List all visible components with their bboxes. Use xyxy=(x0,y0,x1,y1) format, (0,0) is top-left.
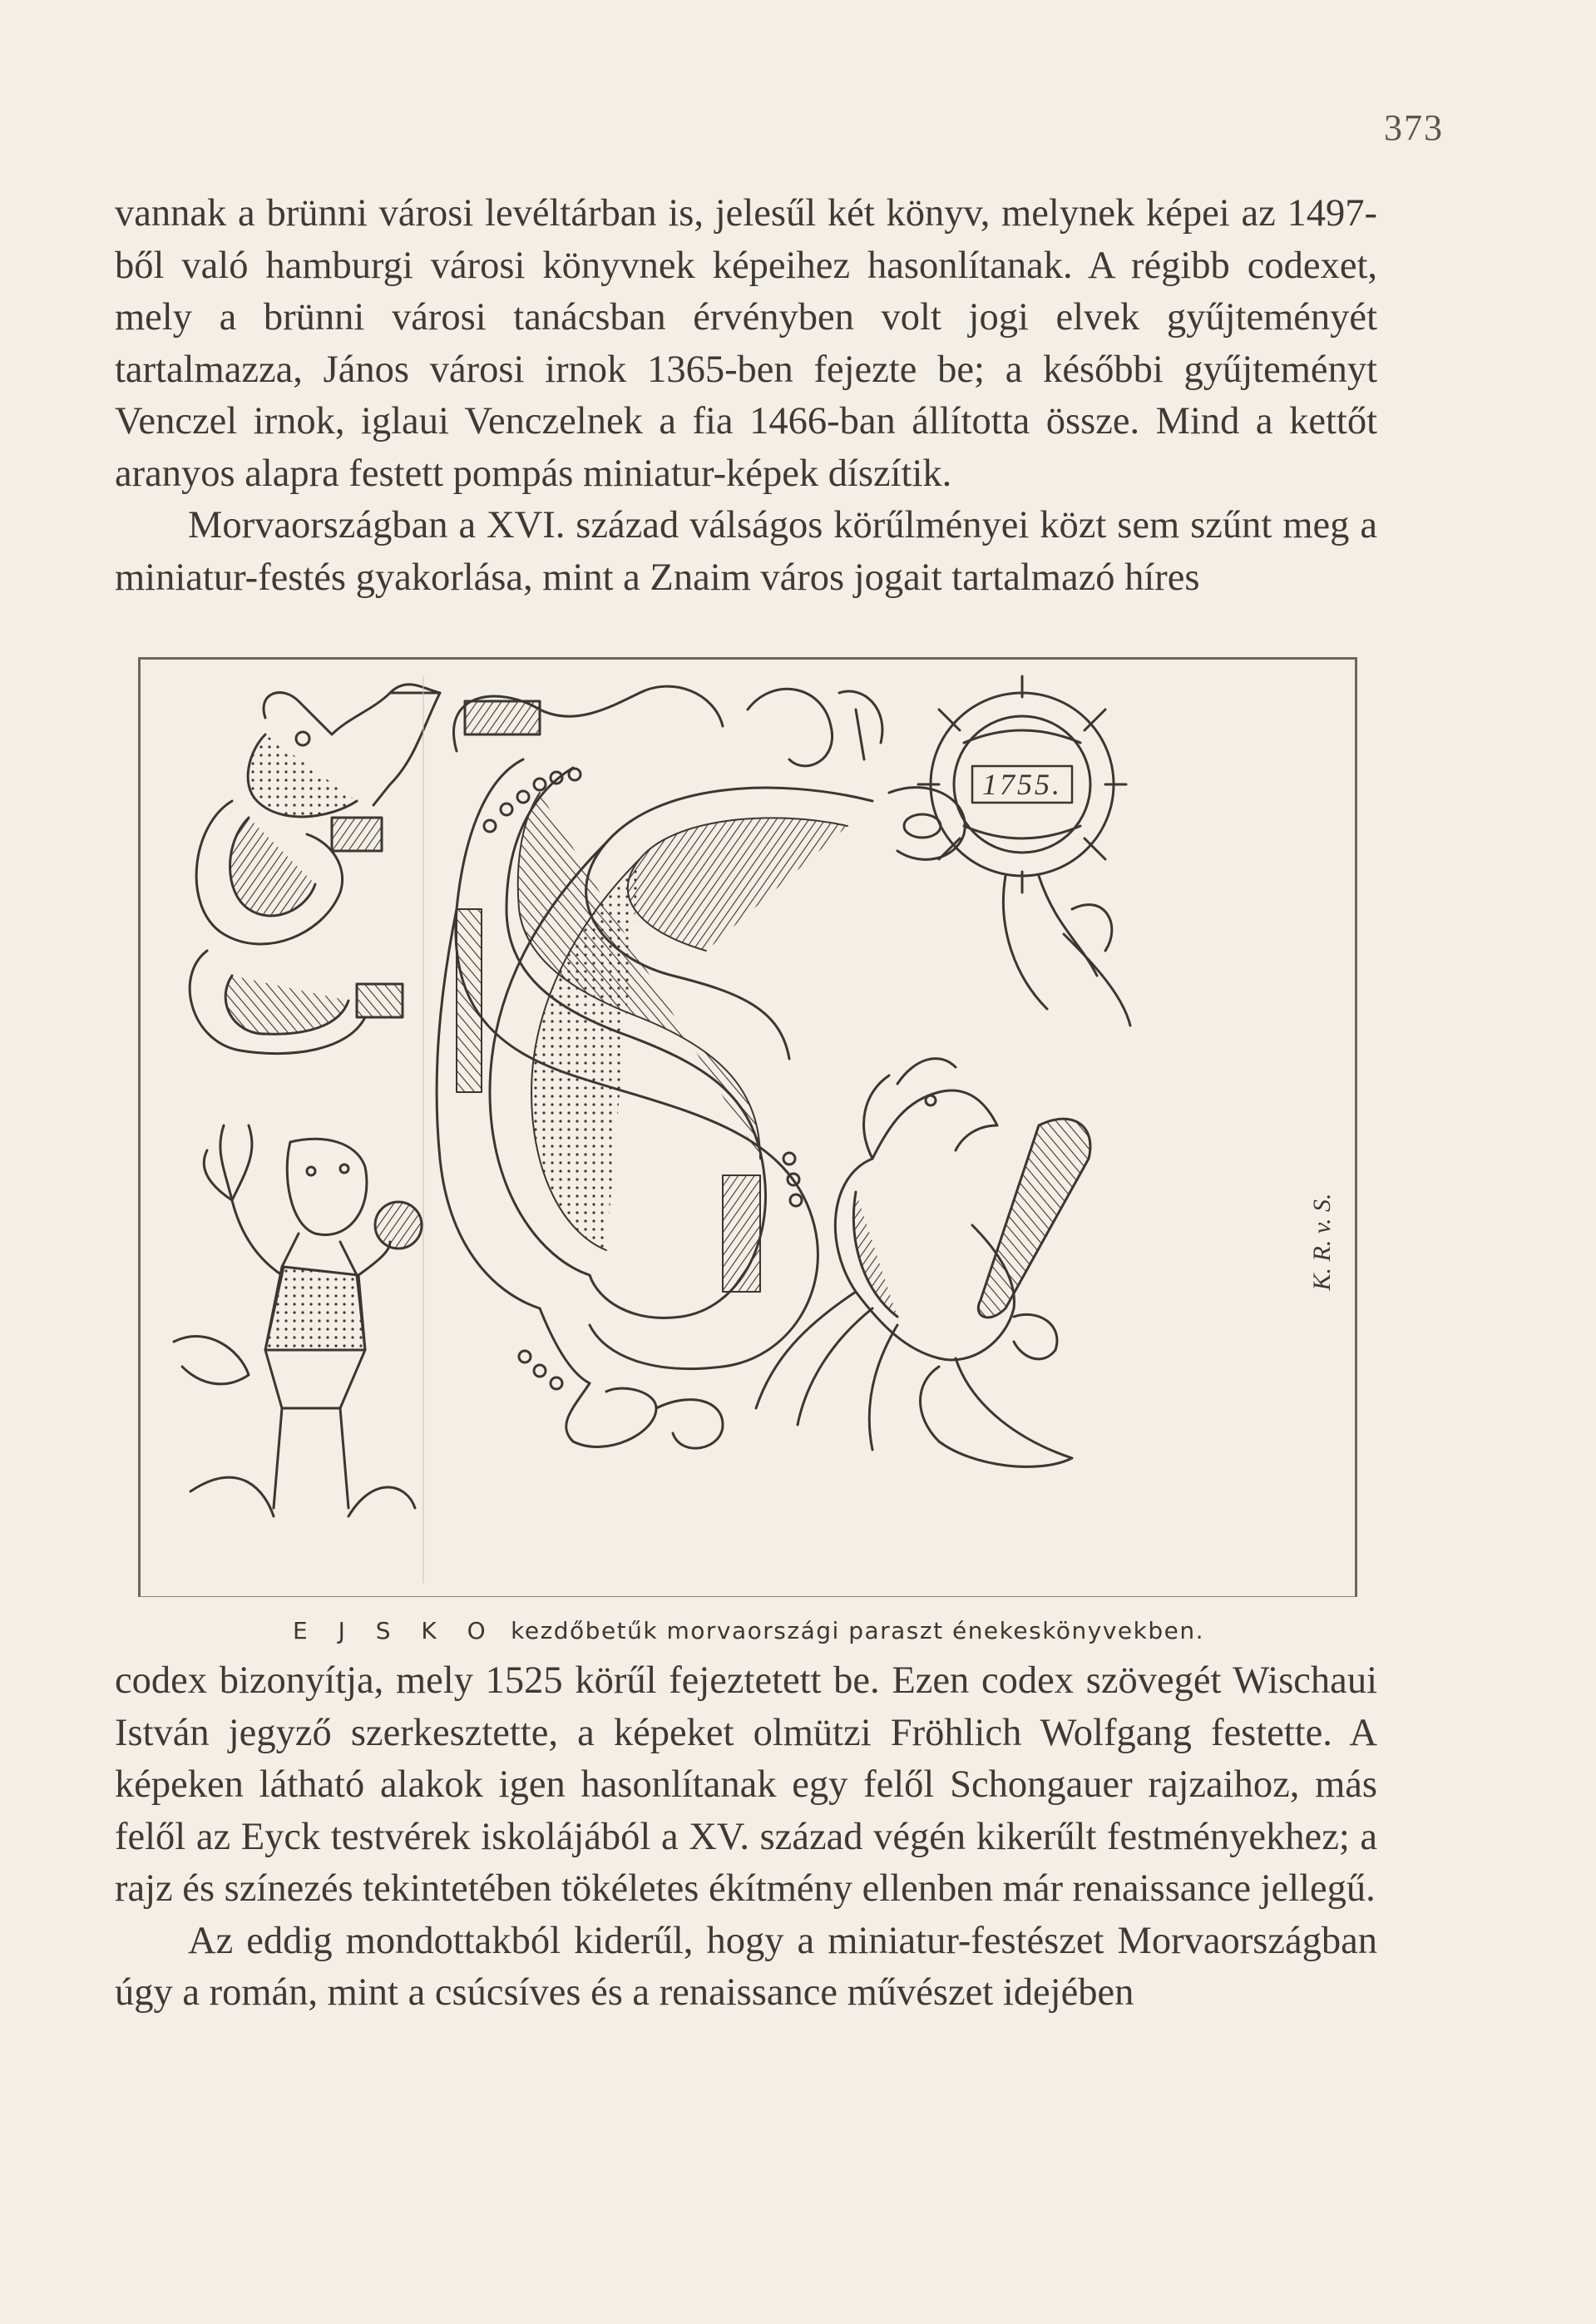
initials-illustration xyxy=(138,657,1357,1597)
caption-text: kezdőbetűk morvaországi paraszt énekeskönyvekben. xyxy=(511,1617,1205,1644)
sun-date: 1755. xyxy=(982,768,1062,801)
top-text xyxy=(115,188,1377,604)
paragraph: Morvaországban a XVI. század válságos körűlményei közt sem szűnt meg a miniatur-festés gyakorlása, mint a Znaim város jogait tartalmazó híres xyxy=(115,504,1377,599)
caption-letters: E J S K O xyxy=(292,1617,497,1644)
paragraph: vannak a brünni városi levéltárban is, jelesűl két könyv, melynek képei az 1497-ből való hamburgi városi könyvnek képeihez hasonlítanak. A régibb codexet, mely a brünni városi tanácsban érvényben volt jogi elvek gyűjteményét tartalmazza, János városi irnok 1365-ben fejezte be; a későbbi gyűjteményt Venczel irnok, iglaui Venczelnek a fia 1466-ban állította össze. Mind a kettőt aranyos alapra festett pompás miniatur-képek díszítik. xyxy=(115,192,1377,495)
page-number: 373 xyxy=(1384,107,1444,148)
initial-s-figure xyxy=(437,686,965,1448)
paragraph: codex bizonyítja, mely 1525 körűl fejeztetett be. Ezen codex szövegét Wischaui István jegyző szerkesztette, a képeket olmützi Fröhlich Wolfgang festette. A képeken látható alakok igen hasonlítanak egy felől Schongauer rajzaihoz, más felől az Eyck testvérek iskolájából a XV. század végén kikerűlt festményekhez; a rajz és színezés tekintetében tökéletes ékítmény ellenben már renaissance jellegű. xyxy=(115,1659,1377,1910)
initial-e-figure xyxy=(190,685,440,1054)
figure-caption xyxy=(116,1617,1381,1644)
bottom-text xyxy=(115,1655,1377,2020)
initial-j-figure xyxy=(174,1125,422,1516)
paragraph: Az eddig mondottakból kiderűl, hogy a miniatur-festészet Morvaországban úgy a román, mint a csúcsíves és a renaissance művészet idejében xyxy=(115,1919,1377,2014)
illustration-svg xyxy=(141,660,1360,1600)
artist-signature: K. R. v. S. xyxy=(1308,1193,1336,1291)
